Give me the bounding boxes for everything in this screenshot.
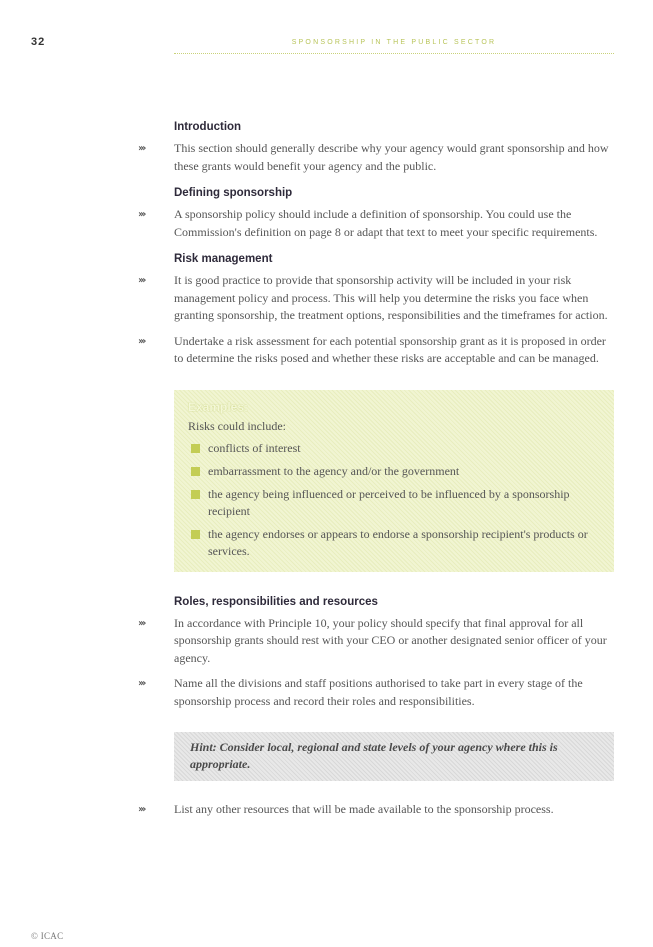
list-item <box>138 206 614 241</box>
double-chevron-icon: ››› <box>138 617 145 629</box>
list-item <box>138 801 614 819</box>
double-chevron-icon: ››› <box>138 804 145 815</box>
square-bullet-icon <box>191 530 200 539</box>
running-head: SPONSORSHIP IN THE PUBLIC SECTOR <box>291 39 497 46</box>
section-defining-sponsorship <box>138 187 614 241</box>
list-item-text: Undertake a risk assessment for each potential sponsorship grant as it is proposed in order to determine the risks posed and whether these risks are acceptable and can be managed. <box>174 333 606 365</box>
section-roles <box>138 595 614 711</box>
list-item <box>138 675 614 710</box>
square-bullet-icon <box>191 444 200 453</box>
section-risk-management <box>138 253 614 368</box>
square-bullet-icon <box>191 490 200 499</box>
list-item-text: List any other resources that will be made available to the sponsorship process. <box>174 802 554 816</box>
double-chevron-icon: ››› <box>138 678 145 689</box>
main-content <box>138 121 614 827</box>
example-item-text: conflicts of interest <box>208 440 301 455</box>
example-item <box>188 440 600 457</box>
section-heading: Roles, responsibilities and resources <box>174 595 378 608</box>
example-item <box>188 486 600 520</box>
list-item-text: It is good practice to provide that sponsorship activity will be included in your risk management policy and process. This will help you determine the risks you face when granting sponsorship, the treatment options, responsibilities and the timeframes for action. <box>174 273 608 322</box>
list-item-text: A sponsorship policy should include a definition of sponsorship. You could use the Commission's definition on page 8 or adapt that text to meet your specific requirements. <box>174 207 598 239</box>
list-item <box>138 615 614 668</box>
list-item <box>138 140 614 175</box>
list-item <box>138 333 614 368</box>
example-item <box>188 526 600 560</box>
hint-text: Hint: Consider local, regional and state levels of your agency where this is appropriate. <box>190 740 558 771</box>
square-bullet-icon <box>191 467 200 476</box>
double-chevron-icon: ››› <box>138 275 145 286</box>
list-item <box>138 272 614 325</box>
section-heading: Introduction <box>174 121 242 133</box>
example-item-text: embarrassment to the agency and/or the government <box>208 463 460 478</box>
example-item-text: the agency being influenced or perceived to be influenced by a sponsorship recipient <box>208 486 570 518</box>
page-number: 32 <box>31 36 46 48</box>
examples-title: Examples: <box>188 399 249 414</box>
list-item-text: In accordance with Principle 10, your policy should specify that final approval for all sponsorship grants should rest with your CEO or another designated senior officer of your agency. <box>174 615 607 665</box>
header-divider <box>174 53 614 54</box>
section-heading: Defining sponsorship <box>174 187 293 199</box>
hint-box <box>174 732 614 781</box>
examples-box <box>174 390 614 572</box>
list-item-text: Name all the divisions and staff positions authorised to take part in every stage of the sponsorship process and record their roles and responsibilities. <box>174 676 583 708</box>
example-item <box>188 463 600 480</box>
section-introduction <box>138 121 614 175</box>
double-chevron-icon: ››› <box>138 335 145 347</box>
section-heading: Risk management <box>174 253 273 265</box>
footer-copyright: © ICAC <box>31 931 64 941</box>
double-chevron-icon: ››› <box>138 143 145 154</box>
double-chevron-icon: ››› <box>138 209 145 220</box>
examples-intro: Risks could include: <box>188 418 286 433</box>
list-item-text: This section should generally describe why your agency would grant sponsorship and how these grants would benefit your agency and the public. <box>174 141 609 173</box>
example-item-text: the agency endorses or appears to endorse a sponsorship recipient's products or services. <box>208 526 588 558</box>
